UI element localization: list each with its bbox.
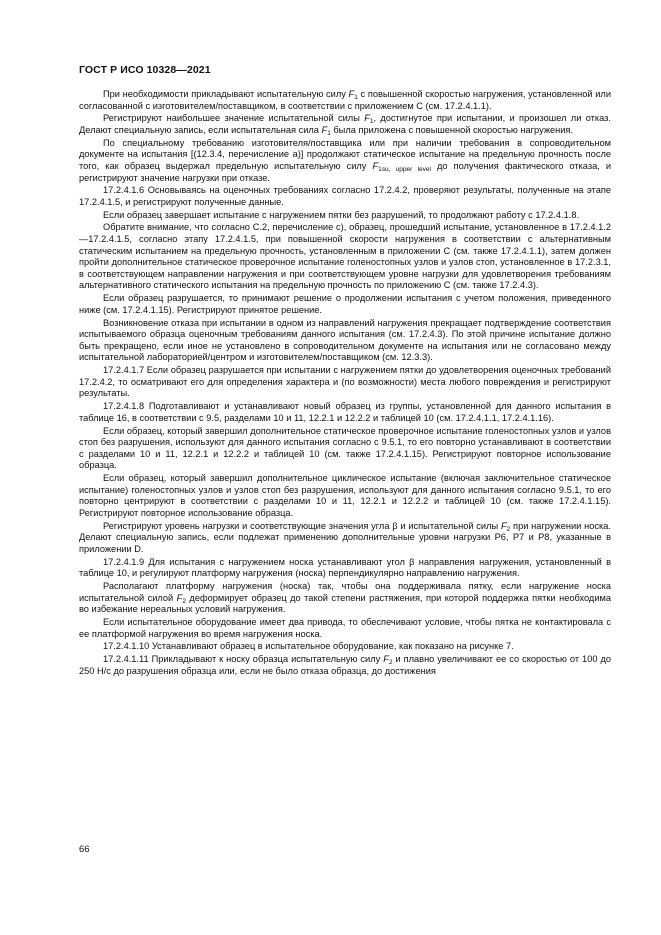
paragraph-3: По специальному требованию изготовителя/поставщика или при наличии требования в сопроводительном документе на испытания [(12.3.4, перечисление a)] продолжают статическое испытание на предельную прочность после того, как образец выдержал предельную испытательную силу $F_{1su, upper level}$ до получения фактического отказа, и регистрируют значение нагрузки при отказе. (79, 137, 611, 183)
paragraph-13: Регистрируют уровень нагрузки и соответствующие значения угла β и испытательной силы $F_2$ при нагружении носка. Делают специальную запись, если подлежат применению дополнительные уровни нагрузки P6, P7 и P8, указанные в приложении D. (79, 520, 612, 554)
paragraph-14: 17.2.4.1.9 Для испытания с нагружением носка устанавливают угол β направления нагружения, установленный в таблице 10, и регулируют платформу нагружения (носка) перпендикулярно направлению нагружения. (79, 556, 611, 579)
paragraph-5: Если образец завершает испытание с нагружением пятки без разрушений, то продолжают работу с 17.2.4.1.8. (103, 209, 580, 220)
paragraph-6: Обратите внимание, что согласно C.2, перечисление c), образец, прошедший испытание, установленное в 17.2.4.1.2—17.2.4.1.5, согласно этапу 17.2.4.1.5, при повышенной скорости нагружения в соответствии с альтернативным статическим испытанием на предельную прочность, установленным в приложении C (см. также 17.2.4.1.1), затем должен пройти дополнительное статическое проверочное испытание голеностопных узлов и узлов стоп, установленное в 17.2.3.1, в соответствующем направлении нагружения и при соответствующем уровне нагрузки для удовлетворения требованиям альтернативного статического испытания на предельную прочность по приложению C (см. также 17.2.4.3). (79, 222, 611, 291)
paragraph-17: 17.2.4.1.10 Устанавливают образец в испытательное оборудование, как показано на рисунке 7. (103, 641, 514, 652)
paragraph-10: 17.2.4.1.8 Подготавливают и устанавливают новый образец из группы, установленной для данного испытания в таблице 16, в соответствии с 9.5, разделами 10 и 11, 12.2.1 и 12.2.2 и таблицей 10 (см. 17.2.4.1.1, 17.2.4.1.16). (79, 401, 611, 423)
paragraph-4: 17.2.4.1.6 Основываясь на оценочных требованиях согласно 17.2.4.2, проверяют результаты, полученные на этапе 17.2.4.1.5, и регистрируют полученные данные. (79, 185, 611, 207)
page-number: 66 (79, 844, 90, 855)
paragraph-7: Если образец разрушается, то принимают решение о продолжении испытания с учетом положения, приведенного ниже (см. 17.2.4.1.15). Регистрируют принятое решение. (79, 293, 611, 315)
paragraph-15: Располагают платформу нагружения (носка) так, чтобы она поддерживала пятку, если нагружение носка испытательной силой $F_2$ деформирует образец до такой степени растяжения, при которой поддержка пятки необходима во избежание нереальных условий нагружения. (79, 580, 612, 615)
body-text (79, 89, 611, 678)
paragraph-2: Регистрируют наибольшее значение испытательной силы $F_1$, достигнутое при испытании, и произошел ли отказ. Делают специальную запись, если испытательная сила $F_1$ была приложена с повышенной скоростью нагружения. (79, 113, 611, 137)
paragraph-11: Если образец, который завершил дополнительное статическое проверочное испытание голеностопных узлов и узлов стоп без разрушения, используют для данного испытания согласно с 9.5.1, то его повторно устанавливают в соответствии с разделами 10 и 11, 12.2.1 и 12.2.2 и таблицей 10 (см. также 17.2.4.1.15). Регистрируют повторное использование образца. (79, 425, 611, 471)
paragraph-1: При необходимости прикладывают испытательную силу $F_1$ с повышенной скоростью нагружения, установленной или согласованной с изготовителем/поставщиком, в соответствии с приложением C (см. 17.2.4.1.1). (79, 89, 611, 111)
paragraph-12: Если образец, который завершил дополнительное циклическое испытание (включая заключительное статическое испытание) голеностопных узлов и узлов стоп без разрушения, используют для данного испытания согласно 9.5.1, то его повторно центрируют в соответствии с разделами 10 и 11, 12.2.1 и 12.2.2 и таблицей 10 (см. также 17.2.4.1.15). Регистрируют повторное использование образца. (79, 473, 611, 518)
paragraph-18: 17.2.4.1.11 Прикладывают к носку образца испытательную силу $F_2$ и плавно увеличивают ее со скоростью от 100 до 250 Н/с до разрушения образца или, если не было отказа образца, до достижения (79, 654, 611, 676)
page-header-standard-title: ГОСТ Р ИСО 10328—2021 (79, 64, 211, 76)
paragraph-9: 17.2.4.1.7 Если образец разрушается при испытании с нагружением пятки до удовлетворения оценочных требований 17.2.4.2, то осматривают его для определения характера и (по возможности) места любого повреждения и регистрируют результаты. (79, 365, 611, 399)
paragraph-8: Возникновение отказа при испытании в одном из направлений нагружения прекращает подтверждение соответствия испытываемого образца оценочным требованиям данного испытания (см. 17.2.4.3). По этой причине испытание должно быть прекращено, если иное не установлено в сопроводительном документе на испытания или не согласовано между испытательной лабораторией/центром и изготовителем/поставщиком (см. 12.3.3). (79, 317, 611, 363)
paragraph-16: Если испытательное оборудование имеет два привода, то обеспечивают условие, чтобы пятка не контактировала с ее платформой нагружения во время нагружения носка. (79, 616, 611, 639)
